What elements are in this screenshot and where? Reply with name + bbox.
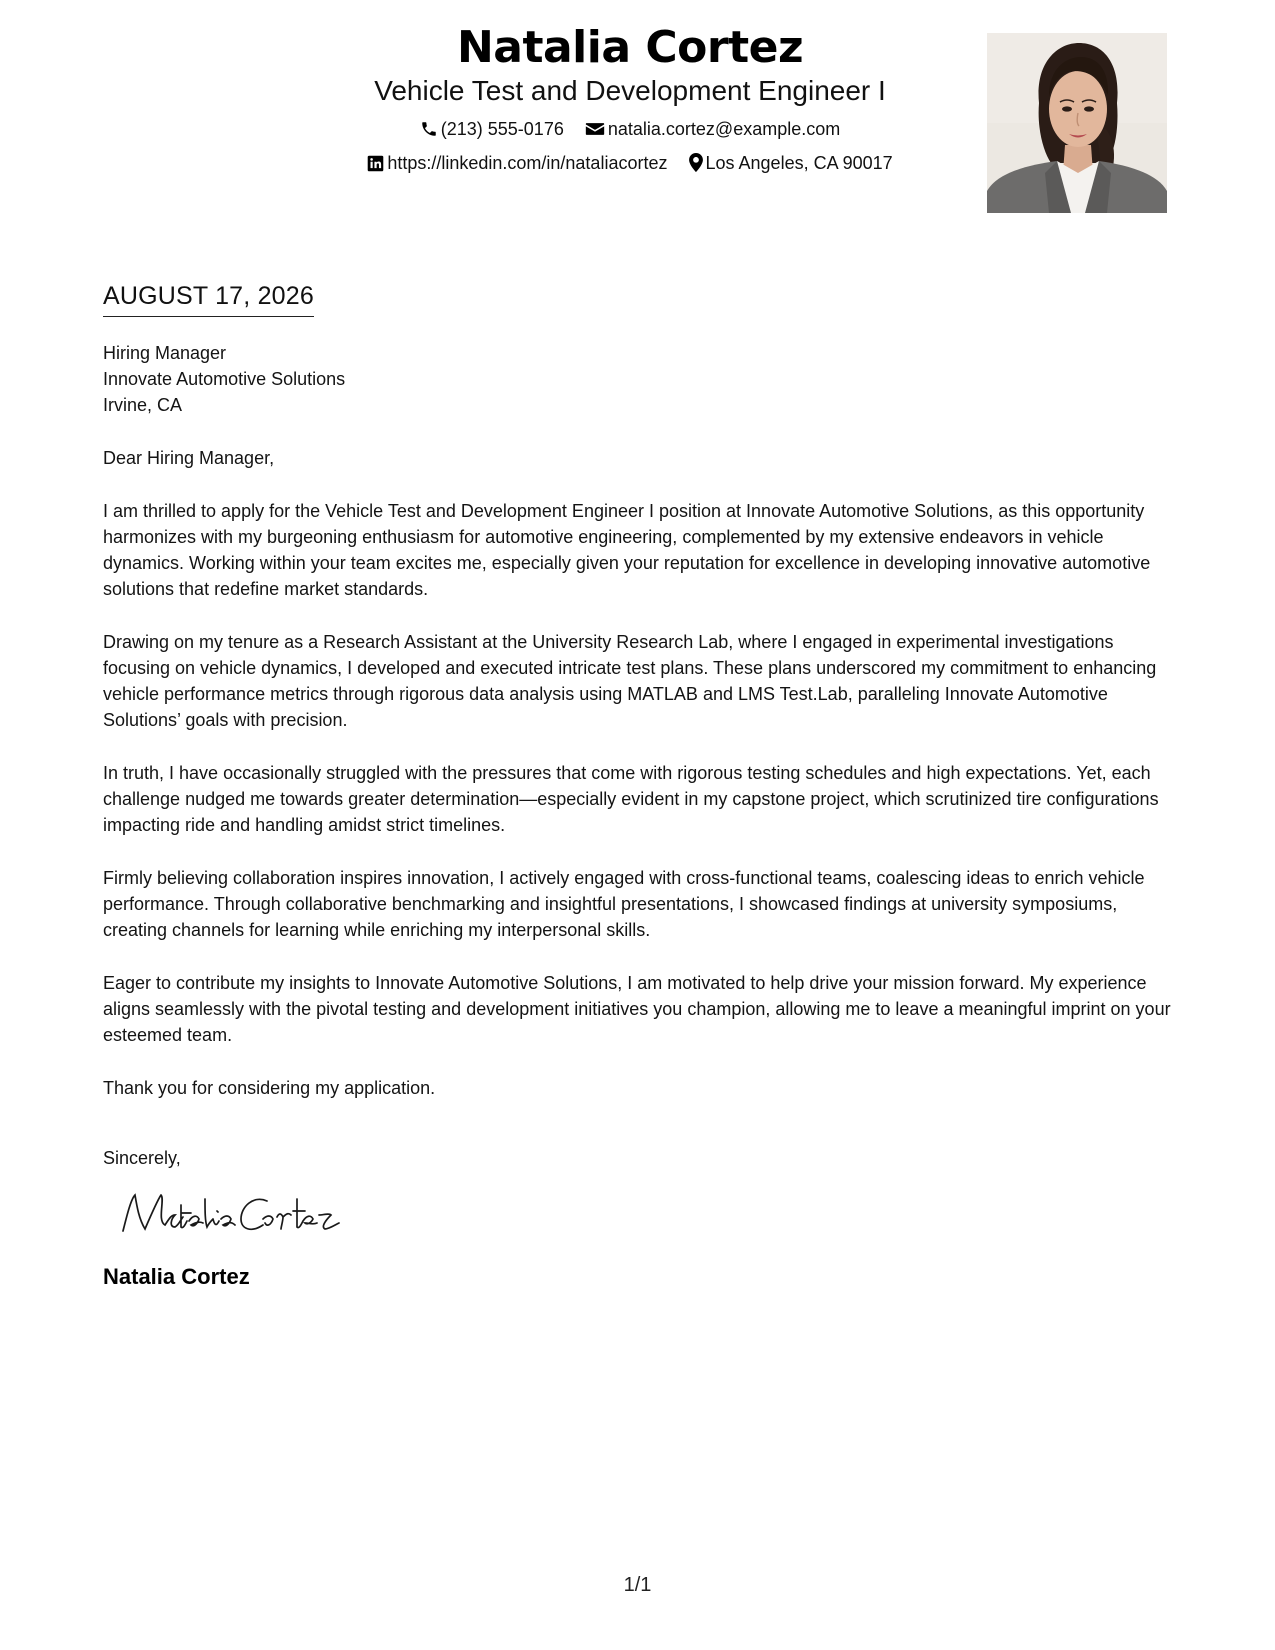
page-number: 1/1: [623, 1574, 652, 1596]
paragraph-5: Eager to contribute my insights to Innovate Automotive Solutions, I am motivated to help drive your mission forward. My experience aligns seamlessly with the pivotal testing and development initiatives you champion, allowing me to leave a meaningful imprint on your esteemed team.: [103, 973, 1171, 1045]
letter-date-block: [103, 280, 314, 317]
location-text: Los Angeles, CA 90017: [705, 152, 893, 173]
phone-text: (213) 555-0176: [440, 119, 564, 140]
paragraph-4: Firmly believing collaboration inspires innovation, I actively engaged with cross-functional teams, coalescing ideas to enrich vehicle performance. Through collaborative benchmarking and insightful presentations, I showcased findings at university symposiums, creating channels for learning while enriching my interpersonal skills.: [103, 868, 1145, 940]
contact-linkedin[interactable]: [367, 151, 667, 175]
handwritten-signature: [117, 1185, 1178, 1247]
applicant-name: Natalia Cortez: [456, 22, 804, 73]
contact-email[interactable]: [585, 117, 840, 141]
contact-phone: [420, 117, 564, 141]
applicant-job-title: Vehicle Test and Development Engineer I: [374, 75, 886, 106]
signer-name: Natalia Cortez: [103, 1264, 250, 1289]
header-identity: [260, 22, 1000, 175]
recipient-block: [103, 340, 1178, 418]
paragraph-3: In truth, I have occasionally struggled with the pressures that come with rigorous testing schedules and high expectations. Yet, each challenge nudged me towards greater determination—especially evident in my capstone project, which scrutinized tire configurations impacting ride and handling amidst strict timelines.: [103, 763, 1159, 835]
paragraph-1: I am thrilled to apply for the Vehicle Test and Development Engineer I position at Innovate Automotive Solutions, as this opportunity harmonizes with my burgeoning enthusiasm for automotive engineering, complemented by my extensive endeavors in vehicle dynamics. Working within your team excites me, especially given your reputation for excellence in developing innovative automotive solutions that redefine market standards.: [103, 501, 1151, 599]
recipient-company: Innovate Automotive Solutions: [103, 369, 346, 389]
recipient-location: Irvine, CA: [103, 395, 183, 415]
contact-row-2: [260, 149, 1000, 174]
profile-photo: [987, 33, 1167, 213]
linkedin-link[interactable]: https://linkedin.com/in/nataliacortez: [387, 152, 668, 173]
letter-body: [103, 340, 1178, 1291]
profile-photo-illustration: [987, 33, 1167, 213]
envelope-icon: [585, 120, 605, 138]
salutation: Dear Hiring Manager,: [103, 448, 275, 468]
paragraph-2: Drawing on my tenure as a Research Assistant at the University Research Lab, where I engaged in experimental investigations focusing on vehicle dynamics, I developed and executed intricate test plans. These plans underscored my commitment to enhancing vehicle performance metrics through rigorous data analysis using MATLAB and LMS Test.Lab, paralleling Innovate Automotive Solutions’ goals with precision.: [103, 632, 1157, 730]
phone-icon: [420, 120, 438, 138]
map-pin-icon: [689, 153, 703, 172]
contact-location: [689, 151, 893, 175]
linkedin-icon: [367, 155, 384, 172]
paragraph-thanks: Thank you for considering my application.: [103, 1078, 436, 1098]
closing: Sincerely,: [103, 1148, 181, 1168]
signature-graphic: [117, 1185, 357, 1245]
letter-header: [0, 0, 1275, 230]
letter-date: AUGUST 17, 2026: [103, 280, 314, 317]
email-link[interactable]: natalia.cortez@example.com: [607, 119, 841, 140]
contact-row-1: [260, 116, 1000, 141]
recipient-title: Hiring Manager: [103, 343, 227, 363]
